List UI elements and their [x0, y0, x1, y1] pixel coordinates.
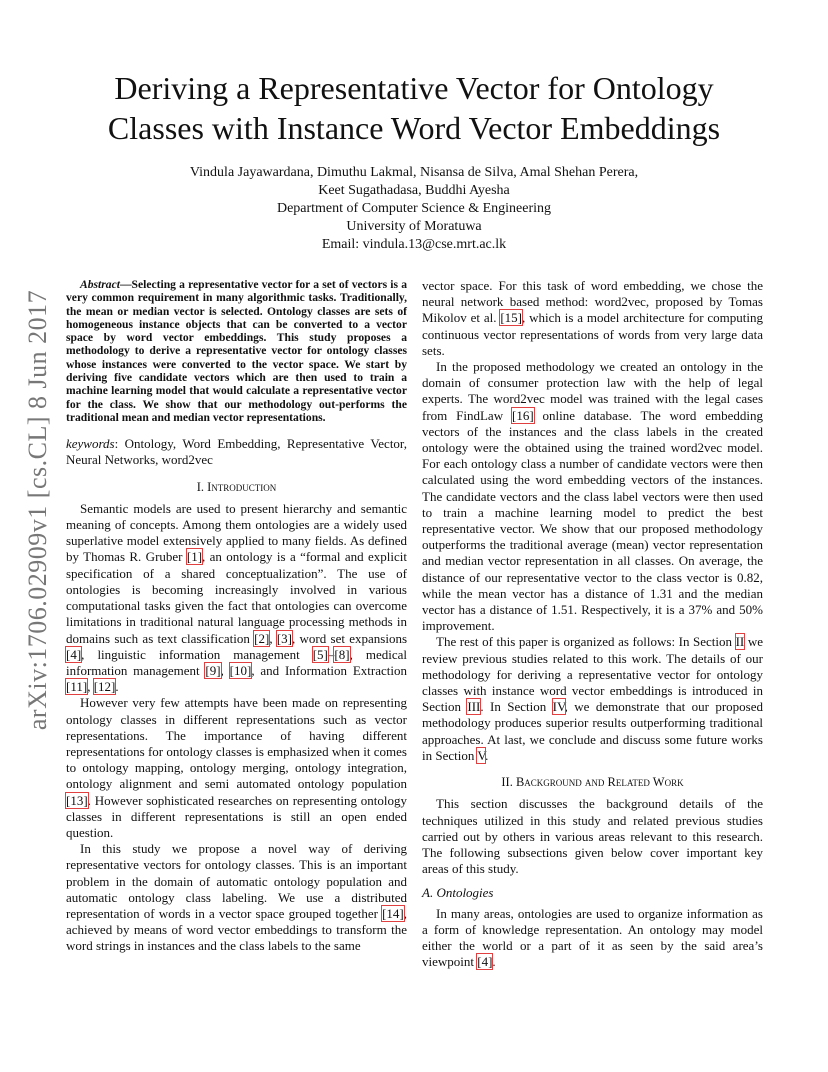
citation-link-4[interactable]: [4]: [66, 646, 82, 662]
arxiv-identifier-text: arXiv:1706.02909v1 [cs.CL] 8 Jun 2017: [23, 289, 52, 731]
arxiv-identifier-stamp: [18, 289, 58, 731]
right-paragraph-3: The rest of this paper is organized as follows: In Section II we review previous studies related to this work. The details of our methodology for deriving a representative vector for ontology classes with instance word vector embeddings is introduced in Section III. In Section IV, we demonstrate that our proposed methodology produces superior results outperforming traditional approaches. At last, we conclude and discuss some future works in Section V.: [422, 634, 763, 763]
right-paragraph-2: In the proposed methodology we created an ontology in the domain of consumer protection law with the help of legal experts. The word2vec model was trained with the legal cases from FindLaw [16] online database. The word embedding vectors of the instances and the class labels in the created ontology were the obtained using the trained word2vec model. For each ontology class a number of candidate vectors were then calculated using the word embedding vectors of the instances. The candidate vectors and the class label vectors were then used to train a machine learning model to predict the best representative vector. We show that our proposed methodology outperforms the traditional average (mean) vector representation and median vector representation in all classes. On average, the distance of our representative vector to the class vector is 0.82, while the mean vector has a distance of 1.31 and the median vector has a distance of 1.51. Respectively, it is a 37% and 50% improvement.: [422, 359, 764, 634]
citation-link-5[interactable]: [5]: [312, 646, 328, 662]
citation-link-13[interactable]: [13]: [66, 792, 88, 808]
subsection-a-heading: A. Ontologies: [422, 885, 494, 901]
citation-link-16[interactable]: [16]: [511, 407, 534, 423]
right-paragraph-1: vector space. For this task of word embedding, we chose the neural network based method: word2vec, proposed by Tomas Mikolov et al. [15], which is a model architecture for computing continuous vector representations of words from very large data sets.: [422, 278, 764, 358]
section-link-ii[interactable]: II: [735, 634, 745, 650]
citation-link-8[interactable]: [8]: [334, 646, 350, 662]
citation-link-2[interactable]: [2]: [254, 630, 270, 646]
affiliation-university: University of Moratuwa: [346, 219, 482, 234]
paper-title-line-2: Classes with Instance Word Vector Embeddings: [107, 110, 721, 146]
citation-link-14[interactable]: [14]: [382, 905, 404, 921]
citation-link-9[interactable]: [9]: [205, 662, 221, 678]
citation-link-15[interactable]: [15]: [500, 310, 523, 326]
ontologies-paragraph-1: In many areas, ontologies are used to organize information as a form of knowledge representation. An ontology may model either the world or a part of it as seen by the said area’s viewpoint [4].: [422, 905, 763, 970]
right-column: [422, 278, 763, 970]
keywords-label: keywords: [66, 436, 115, 452]
affiliation-department: Department of Computer Science & Engineering: [276, 201, 552, 216]
intro-paragraph-2: However very few attempts have been made on representing ontology classes in different representations such as vector representations. The importance of having different representations for ontology classes is emphasized when it comes to ontology mapping, ontology merging, ontology integration, ontology alignment and semi automated ontology population [13]. However sophisticated researches on representing ontology classes in different representations is still an open ended question.: [66, 695, 407, 840]
left-column: [66, 278, 407, 955]
abstract-label: Abstract: [80, 278, 120, 291]
abstract-text: —Selecting a representative vector for a set of vectors is a very common requirement in many algorithmic tasks. Traditionally, the mean or median vector is selected. Ontology classes are sets of homogeneous instance objects that can be converted to a vector space by word vector embeddings. This study proposes a methodology to derive a representative vector for ontology classes whose instances were converted to the vector space. We start by deriving five candidate vectors which are then used to train a machine learning model that would calculate a representative vector for the class. We show that our methodology out-performs the traditional mean and median vector representations.: [66, 278, 407, 424]
section-link-v[interactable]: V: [477, 747, 486, 763]
intro-paragraph-1: Semantic models are used to present hierarchy and semantic meaning of concepts. Among them ontologies are a widely used superlative model extensively applied to many fields. As defined by Thomas R. Gruber [1], an ontology is a “formal and explicit specification of a shared conceptualization”. The use of ontologies is becoming increasingly involved in various computational tasks given the fact that ontologies can overcome limitations in traditional natural language processing methods in domains such as text classification [2], [3], word set expansions [4], linguistic information management [5]–[8], medical information management [9], [10], and Information Extraction [11], [12].: [66, 500, 408, 695]
paper-title-line-1: Deriving a Representative Vector for Ontology: [114, 70, 714, 106]
citation-link-11[interactable]: [11]: [66, 679, 88, 695]
authors-line-1: Vindula Jayawardana, Dimuthu Lakmal, Nisansa de Silva, Amal Shehan Perera,: [189, 165, 639, 180]
citation-link-3[interactable]: [3]: [276, 630, 293, 646]
citation-link-4-b[interactable]: [4]: [477, 954, 493, 970]
keywords-text: : Ontology, Word Embedding, Representative Vector, Neural Networks, word2vec: [66, 436, 407, 468]
author-email: Email: vindula.13@cse.mrt.ac.lk: [321, 237, 507, 252]
citation-link-12[interactable]: [12]: [93, 679, 116, 695]
section-2-heading: II. Background and Related Work: [501, 775, 684, 790]
abstract: [66, 278, 407, 424]
background-paragraph-1: This section discusses the background details of the techniques utilized in this study and related previous studies carried out by others in various areas relevant to this research. The following subsections given below cover important key areas of this study.: [422, 796, 763, 877]
author-block: [120, 164, 708, 254]
paper-title: [60, 68, 768, 148]
section-1-heading: I. Introduction: [196, 479, 277, 494]
section-link-iv[interactable]: IV: [552, 699, 565, 715]
keywords: [66, 436, 407, 468]
authors-line-2: Keet Sugathadasa, Buddhi Ayesha: [318, 183, 510, 198]
citation-link-1[interactable]: [1]: [186, 549, 203, 565]
section-link-iii[interactable]: III: [467, 699, 481, 715]
citation-link-10[interactable]: [10]: [229, 662, 252, 678]
intro-paragraph-3: In this study we propose a novel way of deriving representative vectors for ontology classes. This is an important problem in the domain of automatic ontology population and automatic ontology class labeling. We use a distributed representation of words in a vector space grouped together [14], achieved by means of word vector embeddings to transform the word strings in instances and the class labels to the same: [66, 841, 407, 954]
